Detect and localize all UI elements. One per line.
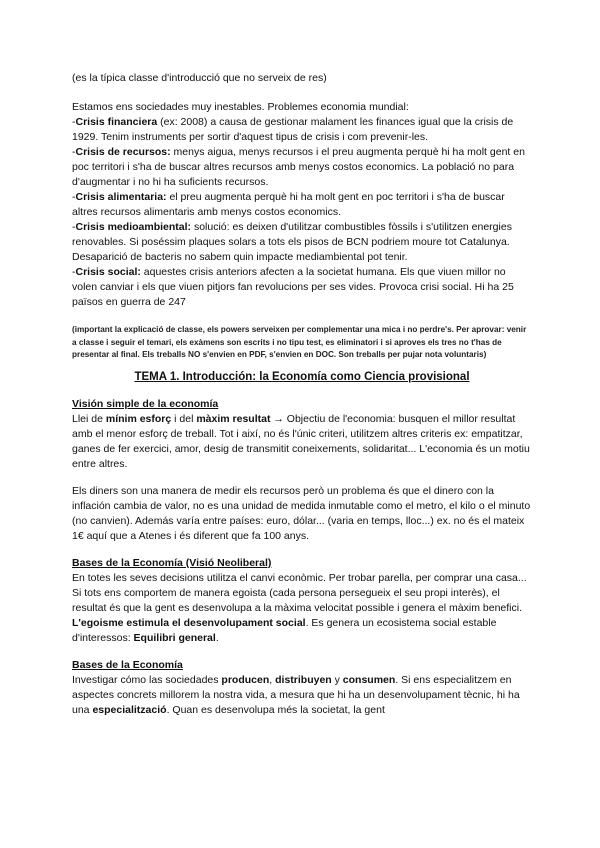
vision-paragraph-1: Llei de mínim esforç i del màxim resultat → Objectiu de l'economia: busquen el millor resultat amb el menor esforç de treball. Tot i així, no és l'únic criteri, utilitzem altres criteris ex: empatitzar, ganes de fer exercici, amor, desig de transmitit coneixements, solidaritat... L'economia és un motiu entre altres. — [72, 412, 530, 470]
page-content — [72, 71, 532, 718]
vision-paragraph-2: Els diners son una manera de medir els recursos però un problema és que el dinero con la inflación cambia de valor, no es una unidad de medida inmutable como el metro, el kilo o el minuto (no canvien). Además varía entre países: euro, dólar... (varia en temps, lloc...) ex. no és el mateix 1€ aquí que a Atenes i és diferent que fa 100 anys. — [72, 484, 531, 542]
crisis-item: -Crisis de recursos: menys aigua, menys recursos i el preu augmenta perquè hi ha molt gent en poc territori i s'ha de buscar altres recursos amb menys costos economics. La població no para d'augmentar i no hi ha suficients recursos. — [72, 146, 525, 188]
crisis-item: -Crisis medioambiental: solució: es deixen d'utilitzar combustibles fòssils i s'utilitzen energies renovables. Si poséssim plaques solars a tots els pisos de BCN podriem moure tot Catalunya. Desaparició de bacteris no sabem quin impacte mediambiental pot tenir. — [72, 221, 512, 263]
section-heading-bases: Bases de la Economía — [72, 658, 183, 671]
crisis-item: -Crisis financiera (ex: 2008) a causa de gestionar malament les finances igual que la crisis de 1929. Tenim instruments per sortir d'aquest tipus de crisis i com prevenir-les. — [72, 116, 514, 143]
crisis-item: -Crisis social: aquestes crisis anteriors afecten a la societat humana. Els que viuen millor no volen canviar i els que viuen pitjors fan revolucions per ses vides. Provoca crisi social. Hi ha 25 països en guerra de 247 — [72, 266, 514, 308]
intro-note: (es la típica classe d'introducció que no serveix de res) — [72, 72, 327, 84]
class-note: (important la explicació de classe, els powers serveixen per complementar una mica i no perdre's. Per aprovar: venir a classe i seguir el temari, els exàmens son escrits i no tipu test, es eliminatori i si aproves els tres no t'has de presentar al final. Els treballs NO s'envien en PDF, s'envien en DOC. Son treballs per pujar nota voluntaris) — [72, 325, 527, 360]
section-heading-vision: Visión simple de la economía — [72, 397, 219, 410]
bases-neo-paragraph-2: Si tots ens comportem de manera egoista (cada persona persegueix el seu propi interès), el resultat és que la gent es desenvolupa a la màxima velocitat possible i genera el màxim benefici. L'egoisme estimula el desenvolupament social. Es genera un ecosistema social estable d'interessos: Equilibri general. — [72, 586, 522, 644]
crisis-intro: Estamos ens sociedades muy inestables. Problemes economia mundial: — [72, 101, 409, 113]
section-heading-bases-neoliberal: Bases de la Economía (Visió Neoliberal) — [72, 556, 272, 569]
bases-neo-paragraph-1: En totes les seves decisions utilitza el canvi econòmic. Per trobar parella, per comprar una casa... — [72, 571, 527, 584]
bases-paragraph: Investigar cómo las sociedades producen, distribuyen y consumen. Si ens especialitzem en aspectes concrets millorem la nostra vida, a mesura que hi ha un desenvolupament tècnic, hi ha una especialització. Quan es desenvolupa més la societat, la gent — [72, 673, 520, 716]
crisis-item: -Crisis alimentaria: el preu augmenta perquè hi ha molt gent en poc territori i s'ha de buscar altres recursos alimentaris amb menys costos economics. — [72, 191, 505, 218]
tema-title: TEMA 1. Introducción: la Economía como Ciencia provisional — [134, 370, 470, 383]
